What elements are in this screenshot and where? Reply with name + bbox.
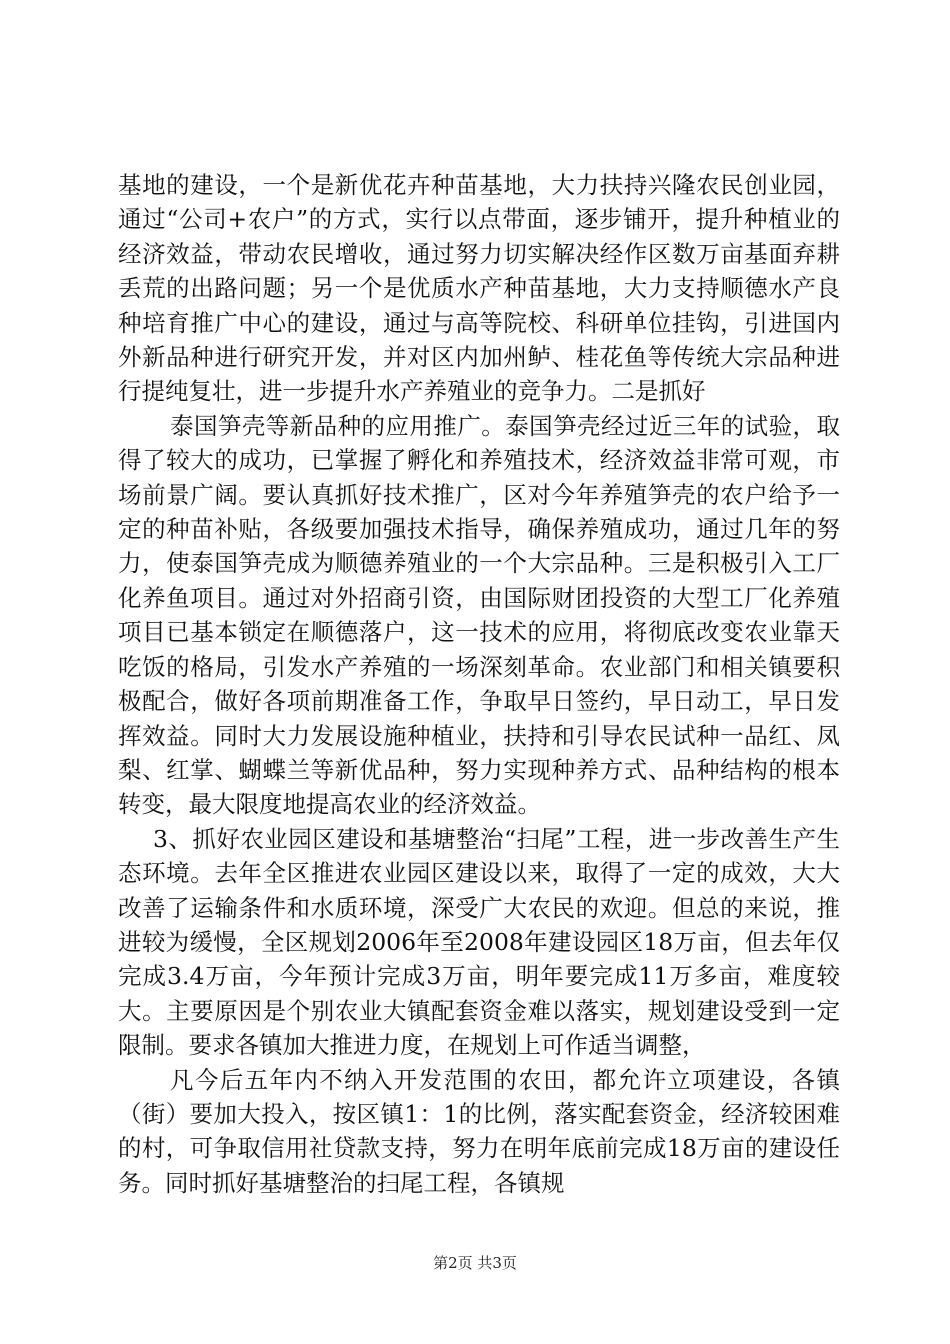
paragraph-1: 基地的建设，一个是新优花卉种苗基地，大力扶持兴隆农民创业园，通过“公司+农户”的方式，实行以点带面，逐步铺开，提升种植业的经济效益，带动农民增收，通过努力切实解决经作区数万亩基面弃耕丢荒的出路问题；另一个是优质水产种苗基地，大力支持顺德水产良种培育推广中心的建设，通过与高等院校、科研单位挂钩，引进国内外新品种进行研究开发，并对区内加州鲈、桂花鱼等传统大宗品种进行提纯复壮，进一步提升水产养殖业的竞争力。二是抓好 [118,171,840,406]
paragraph-3: 3、抓好农业园区建设和基塘整治“扫尾”工程，进一步改善生产生态环境。去年全区推进农业园区建设以来，取得了一定的成效，大大改善了运输条件和水质环境，深受广大农民的欢迎。但总的来说，推进较为缓慢，全区规划2006年至2008年建设园区18万亩，但去年仅完成3.4万亩，今年预计完成3万亩，明年要完成11万多亩，难度较大。主要原因是个别农业大镇配套资金难以落实，规划建设受到一定限制。要求各镇加大推进力度，在规划上可作适当调整， [118,824,840,1060]
paragraph-2: 泰国笋壳等新品种的应用推广。泰国笋壳经过近三年的试验，取得了较大的成功，已掌握了孵化和养殖技术，经济效益非常可观，市场前景广阔。要认真抓好技术推广，区对今年养殖笋壳的农户给予一定的种苗补贴，各级要加强技术指导，确保养殖成功，通过几年的努力，使泰国笋壳成为顺德养殖业的一个大宗品种。三是积极引入工厂化养鱼项目。通过对外招商引资，由国际财团投资的大型工厂化养殖项目已基本锁定在顺德落户，这一技术的应用，将彻底改变农业靠天吃饭的格局，引发水产养殖的一场深刻革命。农业部门和相关镇要积极配合，做好各项前期准备工作，争取早日签约，早日动工，早日发挥效益。同时大力发展设施种植业，扶持和引导农民试种一品红、凤梨、红掌、蝴蝶兰等新优品种，努力实现种养方式、品种结构的根本转变，最大限度地提高农业的经济效益。 [118,411,840,819]
document-body [118,168,840,1200]
page-number-footer: 第2页 共3页 [433,1254,517,1272]
paragraph-4: 凡今后五年内不纳入开发范围的农田，都允许立项建设，各镇（街）要加大投入，按区镇1：1的比例，落实配套资金，经济较困难的村，可争取信用社贷款支持，努力在明年底前完成18万亩的建设任务。同时抓好基塘整治的扫尾工程，各镇规 [118,1065,840,1197]
